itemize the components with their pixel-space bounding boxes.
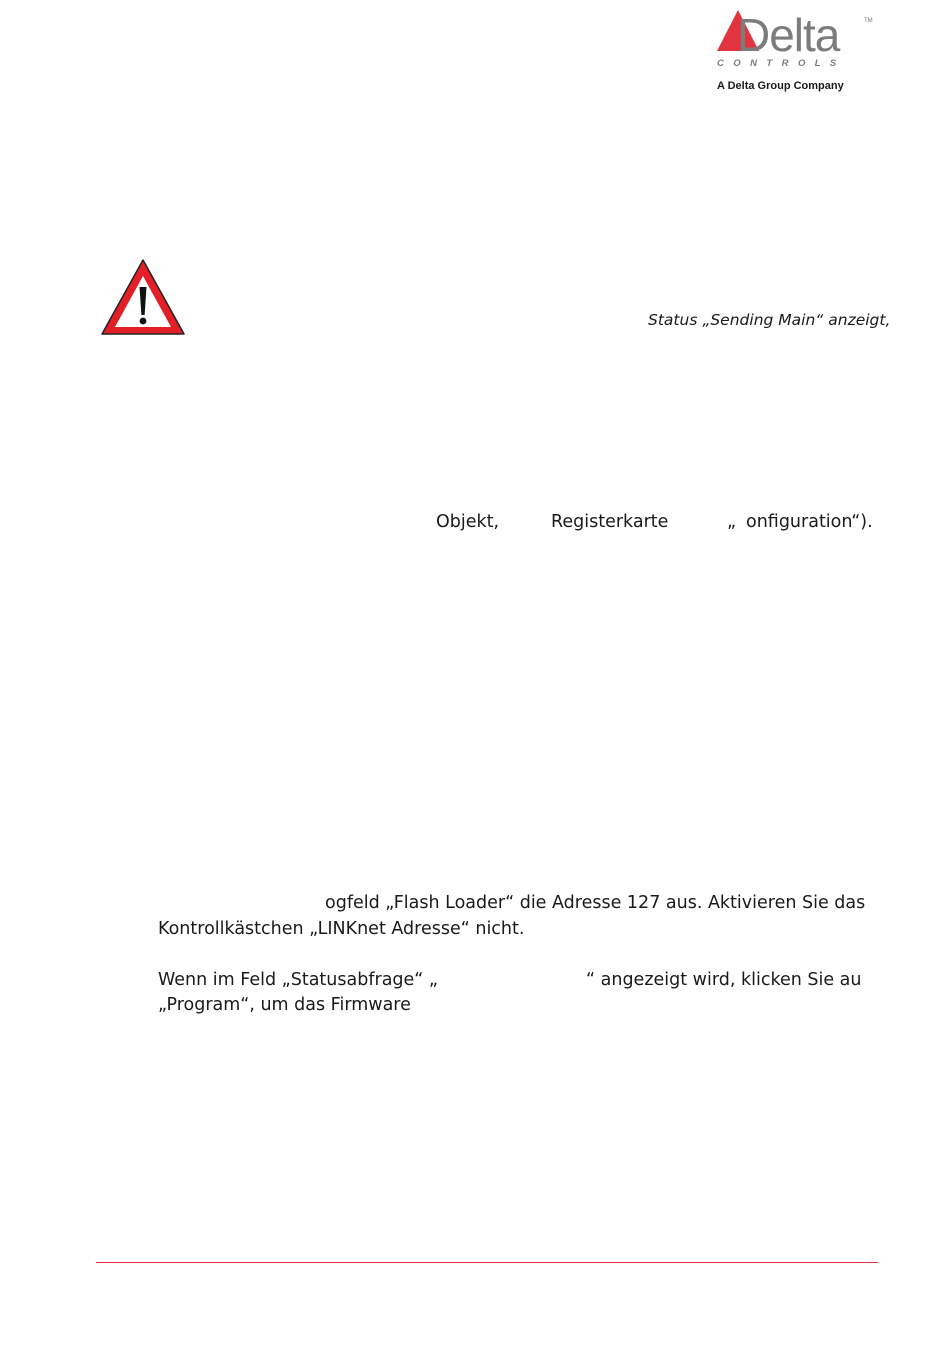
warning-triangle-icon (100, 257, 186, 337)
config-word-configuration: onfiguration“). (746, 512, 873, 532)
delta-logo-graphic (716, 8, 876, 94)
warning-status-text: Status „Sending Main“ anzeigt, (648, 311, 891, 329)
status-line-1a: Wenn im Feld „Statusabfrage“ „ (158, 970, 438, 990)
config-word-registerkarte: Registerkarte (551, 512, 669, 532)
logo-trademark: TM (864, 18, 873, 24)
logo-tagline: A Delta Group Company (717, 80, 844, 92)
logo-controls: C O N T R O L S (717, 58, 840, 69)
config-word-objekt: Objekt, (436, 512, 500, 532)
delta-controls-logo (716, 8, 876, 94)
status-line-1b: “ angezeigt wird, klicken Sie au (586, 970, 862, 990)
footer-divider (96, 1262, 878, 1263)
status-line-2: „Program“, um das Firmware (158, 995, 411, 1015)
logo-brand: Delta (737, 9, 840, 61)
config-word-quote: „ (727, 512, 737, 532)
flash-loader-line-1: ogfeld „Flash Loader“ die Adresse 127 aus. Aktivieren Sie das (325, 893, 866, 913)
flash-loader-line-2: Kontrollkästchen „LINKnet Adresse“ nicht. (158, 919, 525, 939)
